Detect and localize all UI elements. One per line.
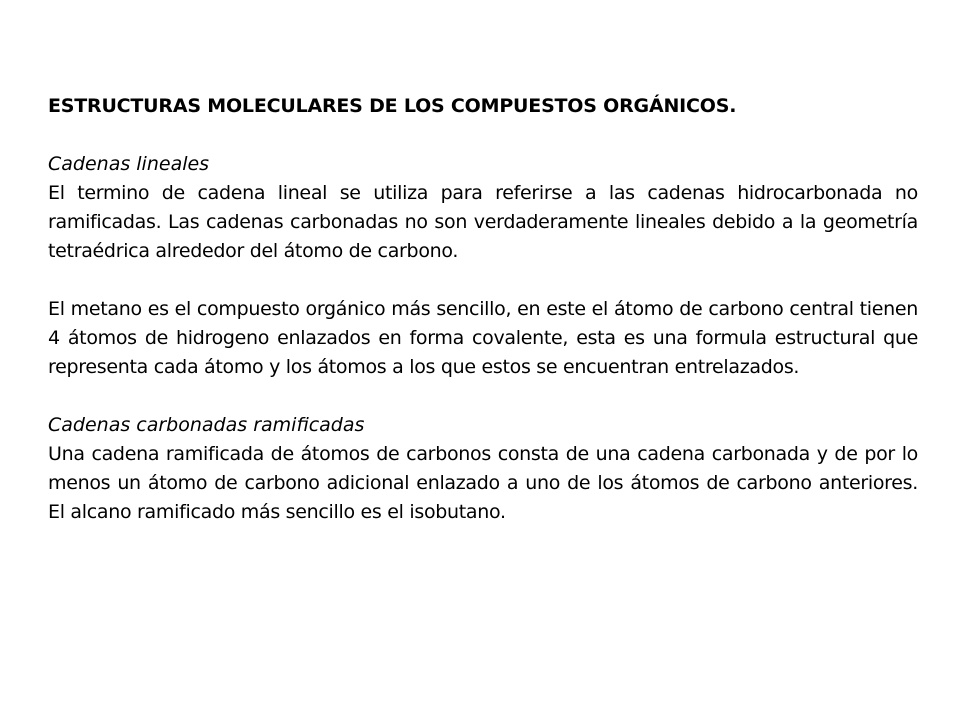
section-heading-linear-chains: Cadenas lineales	[48, 153, 210, 175]
paragraph-methane: El metano es el compuesto orgánico más sencillo, en este el átomo de carbono central tienen 4 átomos de hidrogeno enlazados en forma covalente, esta es una formula estructural que representa cada átomo y los átomos a los que estos se encuentran entrelazados.	[48, 298, 918, 378]
paragraph-linear-chains-definition: El termino de cadena lineal se utiliza para referirse a las cadenas hidrocarbonada no ramificadas. Las cadenas carbonadas no son verdaderamente lineales debido a la geometría tetraédrica alrededor del átomo de carbono.	[48, 182, 918, 262]
section-heading-branched-chains: Cadenas carbonadas ramificadas	[48, 414, 365, 436]
slide-content	[48, 92, 918, 527]
page-title: ESTRUCTURAS MOLECULARES DE LOS COMPUESTOS ORGÁNICOS.	[48, 95, 737, 117]
paragraph-spacer	[48, 266, 918, 295]
paragraph-branched-chains-definition: Una cadena ramificada de átomos de carbonos consta de una cadena carbonada y de por lo menos un átomo de carbono adicional enlazado a uno de los átomos de carbono anteriores. El alcano ramificado más sencillo es el isobutano.	[48, 443, 918, 523]
section-spacer	[48, 382, 918, 411]
